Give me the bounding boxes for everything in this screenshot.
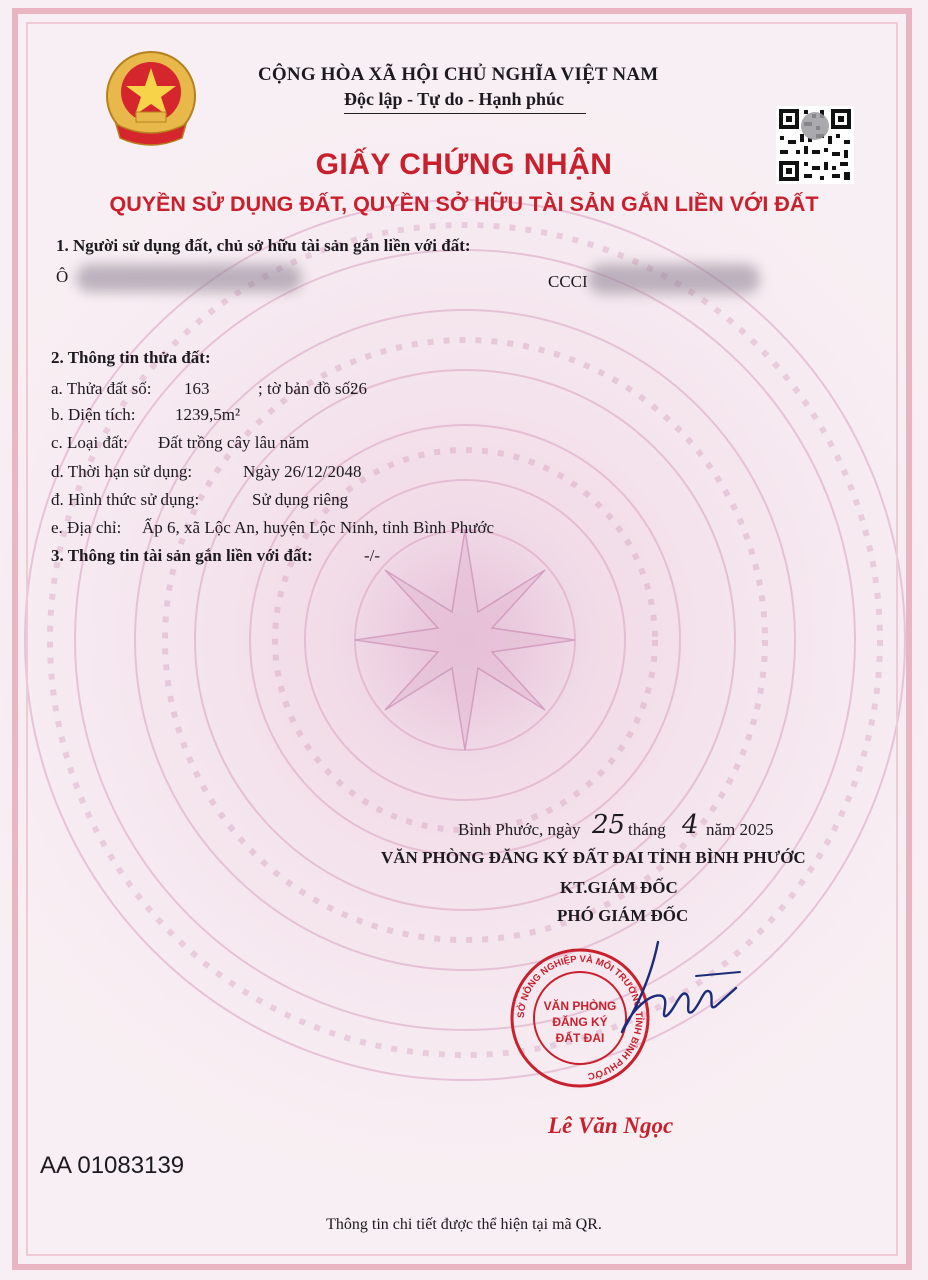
- motto-underline: [344, 113, 586, 114]
- area-value: 1239,5m²: [175, 405, 241, 424]
- signer-role-1: KT.GIÁM ĐỐC: [560, 878, 678, 897]
- term-label: d. Thời hạn sử dụng:: [51, 462, 193, 481]
- seal-center-2: ĐĂNG KÝ: [552, 1015, 608, 1029]
- handwritten-signature-icon: [600, 932, 750, 1052]
- signer-role-2: PHÓ GIÁM ĐỐC: [557, 906, 689, 925]
- country-name: CỘNG HÒA XÃ HỘI CHỦ NGHĨA VIỆT NAM: [258, 64, 659, 85]
- usage-form-value: Sử dụng riêng: [252, 490, 349, 509]
- date-year: năm 2025: [706, 820, 774, 839]
- national-emblem-icon: [96, 46, 206, 156]
- owner-name-prefix: Ô: [56, 267, 69, 286]
- date-day: 25: [592, 810, 626, 840]
- land-type-label: c. Loại đất:: [51, 433, 128, 452]
- issuing-office: VĂN PHÒNG ĐĂNG KÝ ĐẤT ĐAI TỈNH BÌNH PHƯỚC: [381, 848, 806, 867]
- map-value: 26: [350, 379, 367, 398]
- national-motto: Độc lập - Tự do - Hạnh phúc: [344, 89, 565, 109]
- term-value: Ngày 26/12/2048: [243, 462, 362, 481]
- section1-heading: 1. Người sử dụng đất, chủ sở hữu tài sản gắn liền với đất:: [56, 236, 471, 255]
- seal-center-3: ĐẤT ĐAI: [555, 1031, 605, 1045]
- redacted-id-number: [588, 264, 760, 294]
- address-value: Ấp 6, xã Lộc An, huyện Lộc Ninh, tỉnh Bình Phước: [142, 518, 495, 537]
- address-label: e. Địa chỉ:: [51, 518, 122, 537]
- map-label: ; tờ bản đồ số:: [258, 379, 355, 398]
- section2-heading: 2. Thông tin thửa đất:: [51, 348, 211, 367]
- date-place: Bình Phước, ngày: [458, 820, 581, 839]
- certificate-subtitle: QUYỀN SỬ DỤNG ĐẤT, QUYỀN SỞ HỮU TÀI SẢN GẮN LIỀN VỚI ĐẤT: [109, 192, 819, 216]
- signer-name: Lê Văn Ngọc: [548, 1113, 674, 1138]
- qr-footer-note: Thông tin chi tiết được thể hiện tại mã QR.: [326, 1216, 602, 1233]
- date-month-label: tháng: [628, 820, 666, 839]
- section3-heading: 3. Thông tin tài sản gắn liền với đất:: [51, 546, 313, 565]
- section3-value: -/-: [364, 546, 381, 565]
- certificate-serial: AA 01083139: [40, 1152, 185, 1179]
- certificate-title: GIẤY CHỨNG NHẬN: [315, 148, 613, 181]
- parcel-label: a. Thửa đất số:: [51, 379, 152, 398]
- parcel-value: 163: [184, 379, 210, 398]
- redacted-owner-name: [76, 264, 302, 292]
- id-prefix: CCCI: [548, 272, 588, 291]
- land-type-value: Đất trồng cây lâu năm: [158, 433, 310, 452]
- usage-form-label: đ. Hình thức sử dụng:: [51, 490, 200, 509]
- seal-ring-text: SỞ NÔNG NGHIỆP VÀ MÔI TRƯỜNG TỈNH BÌNH PHƯỚC: [515, 953, 645, 1082]
- area-label: b. Diện tích:: [51, 405, 136, 424]
- date-month: 4: [682, 810, 699, 840]
- seal-center-1: VĂN PHÒNG: [543, 999, 617, 1013]
